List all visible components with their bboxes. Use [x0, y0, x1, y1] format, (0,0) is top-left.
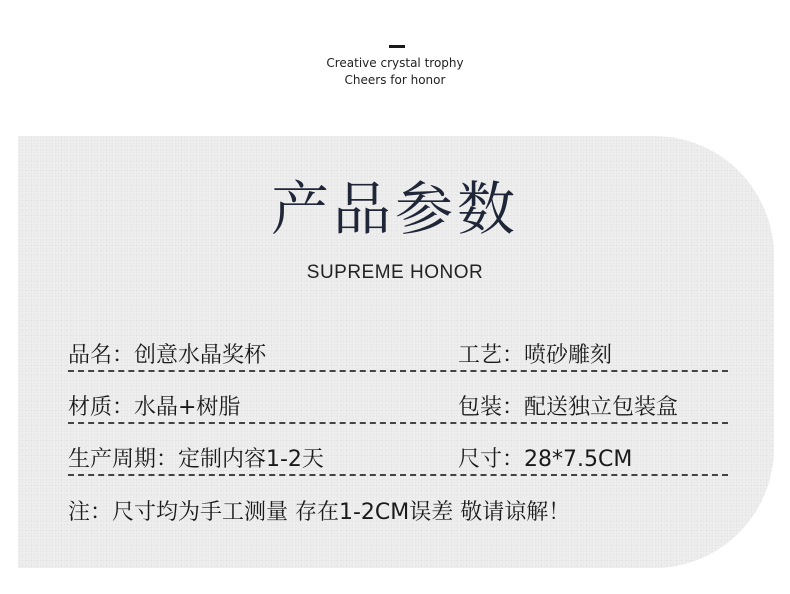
spec-packaging: 包装：配送独立包装盒 — [458, 395, 679, 420]
spec-size: 尺寸：28*7.5CM — [458, 447, 633, 472]
header-accent-bar — [389, 45, 405, 48]
spec-row — [68, 382, 728, 424]
spec-name: 品名：创意水晶奖杯 — [68, 343, 267, 368]
spec-row — [68, 330, 728, 372]
panel-title: 产品参数 — [270, 175, 519, 243]
spec-production-cycle: 生产周期：定制内容1-2天 — [68, 447, 324, 472]
measurement-note: 注：尺寸均为手工测量 存在1-2CM误差 敬请谅解！ — [68, 500, 571, 525]
panel-subtitle: SUPREME HONOR — [306, 262, 484, 283]
spec-craft: 工艺：喷砂雕刻 — [458, 343, 613, 368]
spec-row — [68, 434, 728, 476]
header-tagline-2: Cheers for honor — [344, 73, 446, 87]
spec-material: 材质：水晶+树脂 — [68, 395, 241, 420]
header-tagline-1: Creative crystal trophy — [326, 56, 464, 70]
